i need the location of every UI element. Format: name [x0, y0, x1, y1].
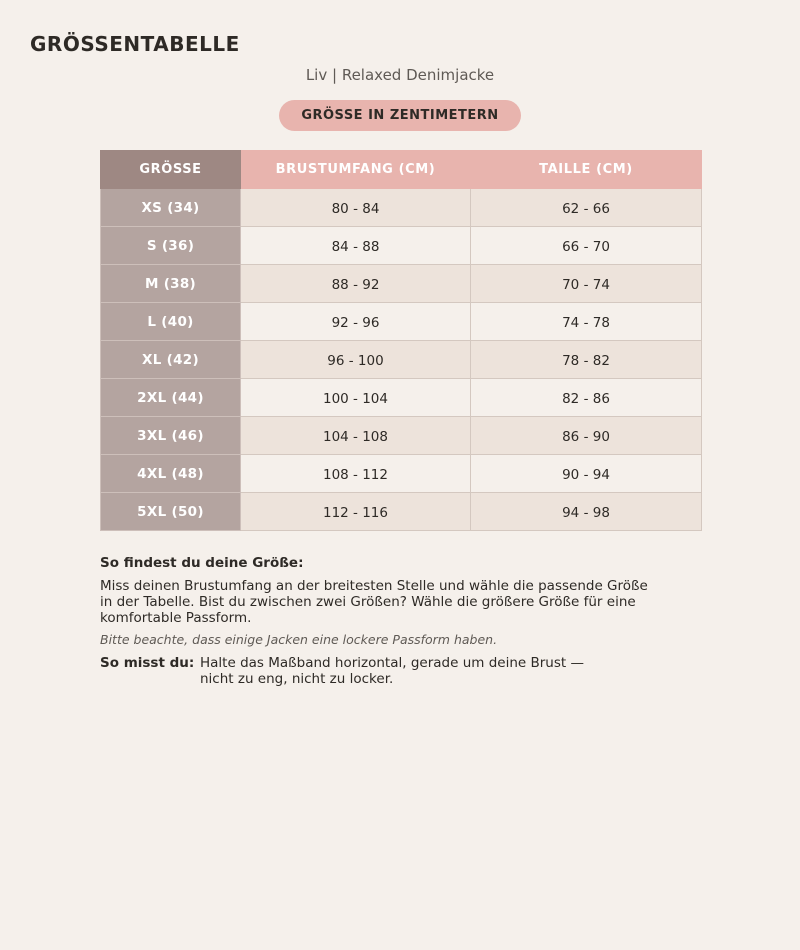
cell-chest: 104 - 108: [241, 417, 471, 455]
column-header-waist: TAILLE (CM): [471, 151, 702, 189]
product-subtitle: Liv | Relaxed Denimjacke: [305, 66, 495, 84]
page-title: GRÖSSENTABELLE: [30, 32, 240, 56]
cell-waist: 82 - 86: [471, 379, 702, 417]
cell-chest: 112 - 116: [241, 493, 471, 531]
cell-size: 5XL (50): [101, 493, 241, 531]
cell-size: L (40): [101, 303, 241, 341]
cell-size: XS (34): [101, 189, 241, 227]
cell-waist: 90 - 94: [471, 455, 702, 493]
cell-waist: 70 - 74: [471, 265, 702, 303]
cell-waist: 74 - 78: [471, 303, 702, 341]
cell-size: 4XL (48): [101, 455, 241, 493]
size-chart-table: [100, 150, 702, 531]
table-body: [101, 189, 702, 531]
cell-size: 3XL (46): [101, 417, 241, 455]
cell-size: S (36): [101, 227, 241, 265]
cell-chest: 96 - 100: [241, 341, 471, 379]
fit-note: Bitte beachte, dass einige Jacken eine lockere Passform haben.: [100, 632, 498, 647]
cell-size: 2XL (44): [101, 379, 241, 417]
cell-waist: 94 - 98: [471, 493, 702, 531]
howto-text: Miss deinen Brustumfang an der breitesten Stelle und wähle die passende Größe in der Tabelle. Bist du zwischen zwei Größen? Wähle die größere Größe für eine komfortable Passform.: [100, 578, 648, 626]
table-row: [101, 417, 702, 455]
cell-waist: 86 - 90: [471, 417, 702, 455]
measure-label: So misst du:: [100, 655, 195, 671]
cell-waist: 78 - 82: [471, 341, 702, 379]
unit-badge: GRÖSSE IN ZENTIMETERN: [279, 100, 521, 131]
table-row: [101, 379, 702, 417]
table-row: [101, 493, 702, 531]
table-row: [101, 341, 702, 379]
table-row: [101, 303, 702, 341]
cell-chest: 80 - 84: [241, 189, 471, 227]
table-row: [101, 455, 702, 493]
cell-chest: 88 - 92: [241, 265, 471, 303]
table-row: [101, 189, 702, 227]
cell-chest: 100 - 104: [241, 379, 471, 417]
table-row: [101, 227, 702, 265]
table-row: [101, 265, 702, 303]
cell-chest: 92 - 96: [241, 303, 471, 341]
size-guide-section: [100, 555, 660, 687]
measure-instruction: [100, 655, 660, 687]
table-header-row: [101, 151, 702, 189]
cell-size: M (38): [101, 265, 241, 303]
cell-size: XL (42): [101, 341, 241, 379]
measure-text: Halte das Maßband horizontal, gerade um deine Brust — nicht zu eng, nicht zu locker.: [200, 655, 584, 687]
cell-chest: 84 - 88: [241, 227, 471, 265]
howto-title: So findest du deine Größe:: [100, 555, 304, 571]
column-header-size: GRÖSSE: [101, 151, 241, 189]
cell-waist: 66 - 70: [471, 227, 702, 265]
column-header-chest: BRUSTUMFANG (CM): [241, 151, 471, 189]
cell-chest: 108 - 112: [241, 455, 471, 493]
cell-waist: 62 - 66: [471, 189, 702, 227]
